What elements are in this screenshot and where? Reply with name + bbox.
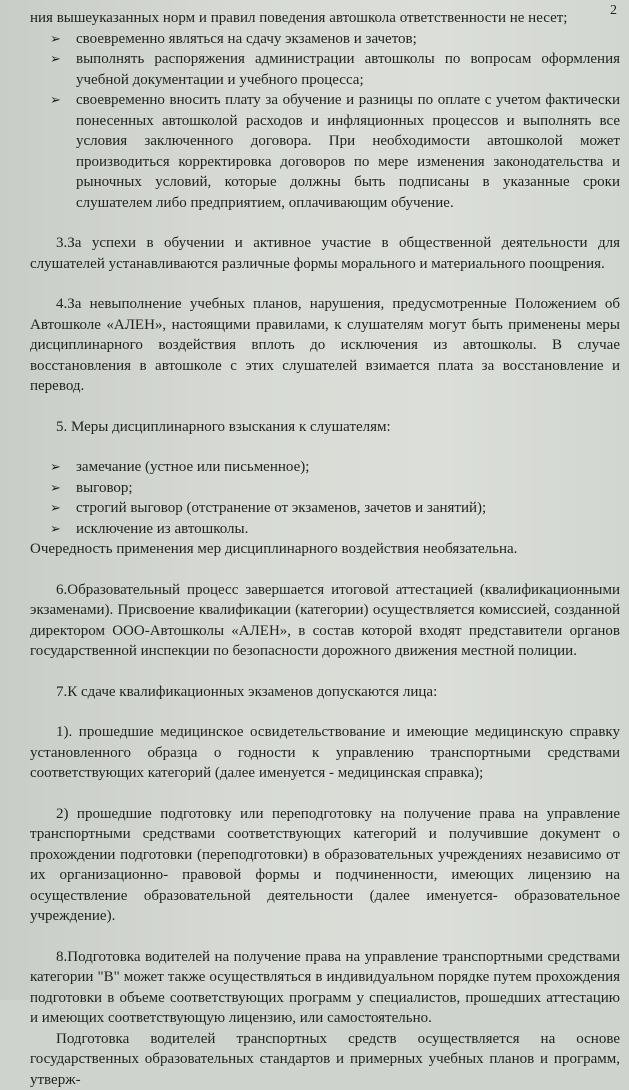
paragraph-4: 4.За невыполнение учебных планов, нарушения, предусмотренные Положением об Автошколе «АЛЕН», настоящими правилами, к слушателям могут быть применены меры дисциплинарного воздействия вплоть до исключения из автошколы. В случае восстановления в автошколе с этих слушателей взимается плата за восстановление и перевод. bbox=[30, 294, 620, 397]
penalty-text: замечание (устное или письменное); bbox=[76, 457, 620, 478]
bullet-arrow-icon: ➢ bbox=[30, 498, 76, 519]
page-number: 2 bbox=[610, 3, 617, 19]
bullet-arrow-icon: ➢ bbox=[30, 519, 76, 540]
paragraph-6: 6.Образовательный процесс завершается итоговой аттестацией (квалификационными экзаменами). Присвоение квалификации (категории) осуществляется комиссией, созданной директором ООО-Автошколы «АЛЕН», в состав которой входят представители органов государственной инспекции по безопасности дорожного движения местной полиции. bbox=[30, 580, 620, 662]
duty-item bbox=[30, 90, 620, 213]
paragraph-3: 3.За успехи в обучении и активное участие в общественной деятельности для слушателей устанавливаются различные формы морального и материального поощрения. bbox=[30, 233, 620, 274]
penalty-note: Очередность применения мер дисциплинарного воздействия необязательна. bbox=[30, 539, 620, 560]
paragraph-7-item-1: 1). прошедшие медицинское освидетельствование и имеющие медицинскую справку установленного образца о годности к управлению транспортными средствами соответствующих категорий (далее именуется - медицинская справка); bbox=[30, 722, 620, 784]
paragraph-8: 8.Подготовка водителей на получение права на управление транспортными средствами категории "В" может также осуществляться в индивидуальном порядке путем прохождения подготовки в объеме соответствующих программ у специалистов, прошедших аттестацию и имеющих соответствующую лицензию, или самостоятельно. bbox=[30, 947, 620, 1029]
bullet-arrow-icon: ➢ bbox=[30, 90, 76, 111]
penalty-text: строгий выговор (отстранение от экзаменов, зачетов и занятий); bbox=[76, 498, 620, 519]
duty-text: выполнять распоряжения администрации автошколы по вопросам оформления учебной документации и учебного процесса; bbox=[76, 49, 620, 90]
bullet-arrow-icon: ➢ bbox=[30, 29, 76, 50]
penalty-item bbox=[30, 519, 620, 540]
paragraph-7-item-2: 2) прошедшие подготовку или переподготовку на получение права на управление транспортными средствами соответствующих категорий и получившие документ о прохождении подготовки (переподготовки) в образовательных учреждениях независимо от их организационно- правовой формы и подчиненности, имеющих лицензию на осуществление образовательной деятельности (далее именуется- образовательное учреждение). bbox=[30, 804, 620, 927]
paragraph-5-heading: 5. Меры дисциплинарного взыскания к слушателям: bbox=[30, 417, 620, 438]
bullet-arrow-icon: ➢ bbox=[30, 49, 76, 70]
penalty-text: выговор; bbox=[76, 478, 620, 499]
duty-text: своевременно вносить плату за обучение и разницы по оплате с учетом фактически понесенных автошколой расходов и инфляционных процессов и выполнять все условия заключенного договора. При необходимости автошколой может производиться корректировка договоров по мере изменения законодательства и рыночных условий, которые должны быть подписаны в указанные сроки слушателем либо предприятием, оплачивающим обучение. bbox=[76, 90, 620, 213]
duty-text: своевременно являться на сдачу экзаменов и зачетов; bbox=[76, 29, 620, 50]
paragraph-7-heading: 7.К сдаче квалификационных экзаменов допускаются лица: bbox=[30, 682, 620, 703]
penalty-item bbox=[30, 457, 620, 478]
document-body bbox=[30, 8, 620, 1090]
penalty-item bbox=[30, 498, 620, 519]
duty-item bbox=[30, 49, 620, 90]
penalty-item bbox=[30, 478, 620, 499]
bullet-arrow-icon: ➢ bbox=[30, 457, 76, 478]
intro-line: ния вышеуказанных норм и правил поведения автошкола ответственности не несет; bbox=[30, 8, 620, 29]
duty-item bbox=[30, 29, 620, 50]
bullet-arrow-icon: ➢ bbox=[30, 478, 76, 499]
paragraph-9: Подготовка водителей транспортных средств осуществляется на основе государственных образовательных стандартов и примерных учебных планов и программ, утверж- bbox=[30, 1029, 620, 1090]
penalty-text: исключение из автошколы. bbox=[76, 519, 620, 540]
